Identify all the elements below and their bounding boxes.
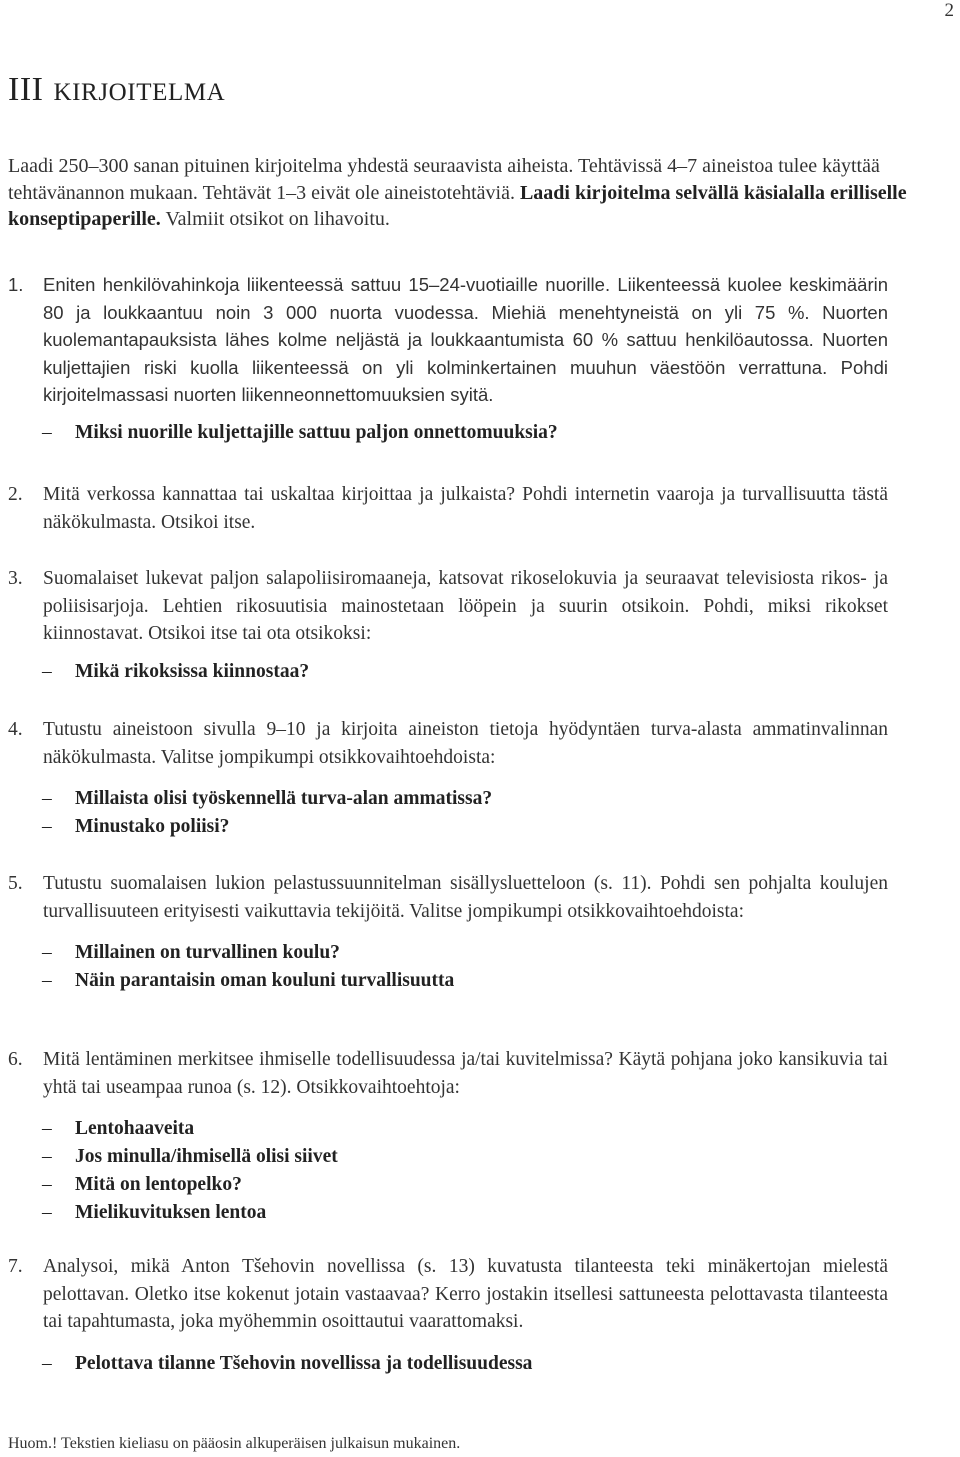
dash: – <box>42 816 52 837</box>
task-text: Analysoi, mikä Anton Tšehovin novellissa (s. 13) kuvatusta tilanteesta teki minäkertojan mielestä pelottavan. Oletko itse kokenut jotain vastaavaa? Kerro jostakin itsellesi sattuneesta pelottavasta tilanteesta tai tapahtumasta, joka myöhemmin osoittautui vaarattomaksi. <box>43 1256 888 1332</box>
dash: – <box>42 421 52 443</box>
task-7 <box>8 1253 888 1378</box>
task-1 <box>8 271 888 447</box>
task-number: 6. <box>8 1049 23 1070</box>
dash: – <box>42 942 52 963</box>
section-title <box>8 70 225 113</box>
topic-text: Mitä on lentopelko? <box>75 1174 242 1195</box>
task-number: 1. <box>8 274 24 295</box>
topic-text: Jos minulla/ihmisellä olisi siivet <box>75 1146 338 1167</box>
task-6 <box>8 1046 888 1227</box>
task-number: 5. <box>8 873 23 894</box>
topic-title <box>43 419 888 447</box>
topic-text: Millainen on turvallinen koulu? <box>75 942 340 963</box>
topic-text: Millaista olisi työskennellä turva-alan ammatissa? <box>75 788 493 809</box>
topic-text: Minustako poliisi? <box>75 816 230 837</box>
task-number: 7. <box>8 1256 23 1277</box>
topic-text: Mielikuvituksen lentoa <box>75 1202 267 1223</box>
topic-list <box>43 1115 888 1227</box>
topic-title <box>43 785 888 813</box>
task-text: Tutustu aineistoon sivulla 9–10 ja kirjoita aineiston tietoja hyödyntäen turva-alasta ammatinvalinnan näkökulmasta. Valitse jompikumpi otsikkovaihtoehdoista: <box>43 719 888 768</box>
dash: – <box>42 788 52 809</box>
task-text: Suomalaiset lukevat paljon salapoliisiromaaneja, katsovat rikoselokuvia ja seuraavat televisiosta rikos- ja poliisisarjoja. Lehtien rikosuutisia mainostetaan lööpein ja suurin otsikoin. Pohdi, miksi rikokset kiinnostavat. Otsikoi itse tai ota otsikoksi: <box>43 568 888 644</box>
topic-title <box>43 1171 888 1199</box>
topic-title <box>43 939 888 967</box>
instructions-bold-text: Laadi kirjoitelma selvällä käsialalla erilliselle konseptipaperille. <box>8 181 907 230</box>
topic-list <box>43 785 888 841</box>
instructions <box>8 153 908 233</box>
topic-title <box>43 967 888 995</box>
task-text: Tutustu suomalaisen lukion pelastussuunnitelman sisällysluetteloon (s. 11). Pohdi sen pohjalta koulujen turvallisuuteen erityisesti vaikuttavia tekijöitä. Valitse jompikumpi otsikkovaihtoehdoista: <box>43 873 888 922</box>
dash: – <box>42 970 52 991</box>
dash: – <box>42 1202 52 1223</box>
task-2 <box>8 481 888 536</box>
task-5 <box>8 870 888 995</box>
topic-title <box>43 1199 888 1227</box>
instructions-paragraph <box>8 153 908 233</box>
topic-list <box>43 658 888 686</box>
topic-list <box>43 419 888 447</box>
page-number: 2 <box>944 0 954 21</box>
topic-title <box>43 813 888 841</box>
topic-list <box>43 1350 888 1378</box>
topic-text: Näin parantaisin oman kouluni turvallisuutta <box>75 970 455 991</box>
topic-text: Lentohaaveita <box>75 1118 195 1139</box>
task-text: Mitä verkossa kannattaa tai uskaltaa kirjoittaa ja julkaista? Pohdi internetin vaaroja ja turvallisuutta tästä näkökulmasta. Otsikoi itse. <box>43 484 888 533</box>
topic-title <box>43 1143 888 1171</box>
dash: – <box>42 1174 52 1195</box>
section-title-text: KIRJOITELMA <box>53 79 226 106</box>
dash: – <box>42 1118 52 1139</box>
task-number: 3. <box>8 568 23 589</box>
topic-text: Pelottava tilanne Tšehovin novellissa ja todellisuudessa <box>75 1352 533 1374</box>
task-4 <box>8 716 888 841</box>
dash: – <box>42 1146 52 1167</box>
topic-title <box>43 658 888 686</box>
topic-text: Miksi nuorille kuljettajille sattuu paljon onnettomuuksia? <box>75 421 558 443</box>
task-number: 2. <box>8 484 23 505</box>
instructions-text: Laadi 250–300 sanan pituinen kirjoitelma yhdestä seuraavista aiheista. Tehtävissä 4–7 aineistoa tulee käyttää tehtävänannon mukaan. Tehtävät 1–3 eivät ole aineistotehtäviä. <box>8 155 880 204</box>
topic-title <box>43 1115 888 1143</box>
dash: – <box>42 660 52 682</box>
task-text: Eniten henkilövahinkoja liikenteessä sattuu 15–24-vuotiaille nuorille. Liikenteessä kuolee keskimäärin 80 ja loukkaantuu noin 3 000 nuorta vuodessa. Miehiä menehtyneistä on yli 75 %. Nuorten kuolemantapauksista lähes kolme neljästä ja loukkaantumista 60 % sattuu henkilöautossa. Nuorten kuljettajien riski kuolla liikenteessä on yli kolminkertainen muuhun väestöön verrattuna. Pohdi kirjoitelmassasi nuorten liikenneonnettomuuksien syitä. <box>43 274 888 405</box>
topic-title <box>43 1350 888 1378</box>
section-roman-numeral: III <box>8 71 44 108</box>
topic-text: Mikä rikoksissa kiinnostaa? <box>75 660 310 682</box>
task-3 <box>8 565 888 686</box>
topic-list <box>43 939 888 995</box>
instructions-tail: Valmiit otsikot on lihavoitu. <box>165 208 390 230</box>
task-text: Mitä lentäminen merkitsee ihmiselle todellisuudessa ja/tai kuvitelmissa? Käytä pohjana joko kansikuvia tai yhtä tai useampaa runoa (s. 12). Otsikkovaihtoehtoja: <box>43 1049 888 1098</box>
dash: – <box>42 1352 52 1374</box>
footnote: Huom.! Tekstien kieliasu on pääosin alkuperäisen julkaisun mukainen. <box>8 1435 461 1452</box>
task-number: 4. <box>8 719 23 740</box>
